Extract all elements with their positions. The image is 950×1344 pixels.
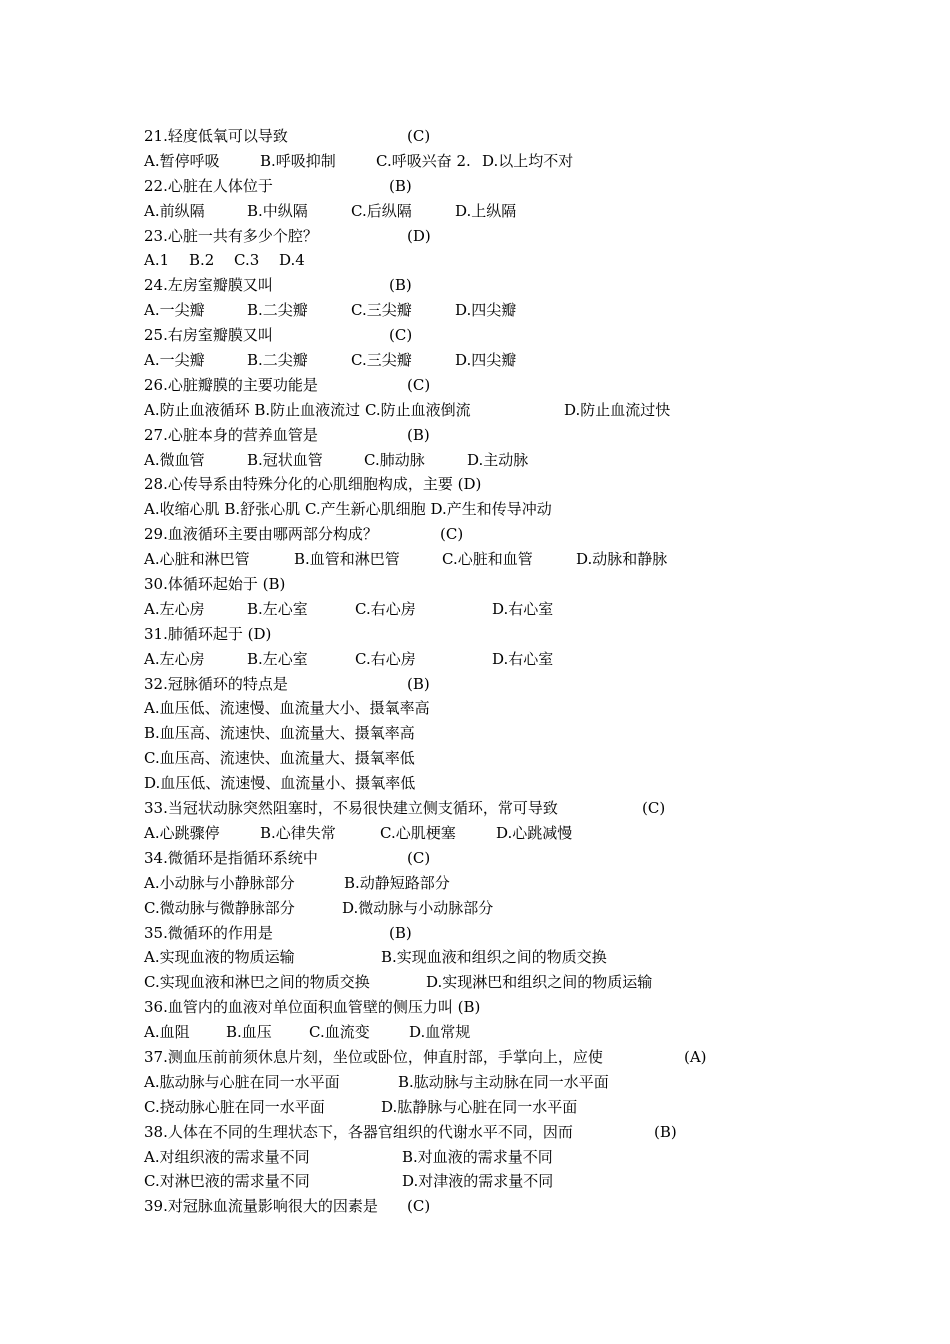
option-text: A.心脏和淋巴管: [144, 550, 250, 569]
option-text: C.后纵隔: [351, 201, 412, 220]
option-text: C.实现血液和淋巴之间的物质交换: [144, 973, 370, 992]
option-line: [144, 945, 844, 970]
option-line: [144, 647, 844, 672]
option-text: A.对组织液的需求量不同: [144, 1147, 310, 1166]
question-text: 26.心脏瓣膜的主要功能是: [144, 375, 318, 394]
option-line: [144, 721, 844, 746]
question-line: [144, 796, 844, 821]
question-text: 35.微循环的作用是: [144, 923, 273, 942]
question-text: 34.微循环是指循环系统中: [144, 848, 318, 867]
option-text: D.产生和传导冲动: [430, 500, 552, 519]
question-text: 30.体循环起始于: [144, 575, 263, 594]
option-text: C.3: [234, 251, 260, 270]
option-text: A.实现血液的物质运输: [144, 948, 295, 967]
option-line: [144, 398, 844, 423]
option-line: [144, 298, 844, 323]
question-text: 25.右房室瓣膜又叫: [144, 326, 273, 345]
question-text: 39.对冠脉血流量影响很大的因素是: [144, 1197, 378, 1216]
question-text: 21.轻度低氧可以导致: [144, 127, 288, 145]
option-text: B.实现血液和组织之间的物质交换: [381, 948, 607, 967]
question-text: 28.心传导系由特殊分化的心肌细胞构成，主要: [144, 475, 458, 494]
answer-key: (B): [389, 176, 412, 195]
option-line: [144, 1169, 844, 1194]
option-text: A.防止血液循环: [144, 400, 250, 419]
question-line: [144, 1120, 844, 1145]
option-text: A.血压低、流速慢、血流量大小、摄氧率高: [144, 699, 430, 718]
option-text: D.血常规: [409, 1023, 471, 1042]
question-line: [144, 622, 844, 647]
answer-key: (C): [407, 1197, 431, 1216]
question-line: [144, 522, 844, 547]
option-group: [144, 497, 552, 522]
option-text: A.肱动脉与心脏在同一水平面: [144, 1072, 340, 1091]
option-text: A.微血管: [144, 450, 205, 469]
answer-key: (A): [684, 1047, 707, 1066]
option-text: B.冠状血管: [247, 450, 323, 469]
option-text: D.右心室: [492, 649, 554, 668]
option-text: B.舒张心肌: [224, 500, 301, 519]
question-text: 29.血液循环主要由哪两部分构成？: [144, 525, 378, 544]
option-text: D.对津液的需求量不同: [402, 1172, 554, 1191]
option-text: C.挠动脉心脏在同一水平面: [144, 1097, 325, 1116]
question-text: 27.心脏本身的营养血管是: [144, 425, 318, 444]
question-line: [144, 1045, 844, 1070]
question-line: [144, 572, 844, 597]
question-line: [144, 921, 844, 946]
question-line: [144, 1194, 844, 1219]
option-text: A.心跳骤停: [144, 823, 220, 842]
option-text: D.血压低、流速慢、血流量小、摄氧率低: [144, 774, 416, 793]
option-line: [144, 448, 844, 473]
option-text: A.1: [144, 251, 170, 270]
option-text: B.对血液的需求量不同: [402, 1147, 553, 1166]
option-text: A.小动脉与小静脉部分: [144, 873, 295, 892]
option-text: B.血管和淋巴管: [294, 550, 400, 569]
question-line: [144, 995, 844, 1020]
option-text: C.肺动脉: [364, 450, 425, 469]
option-text: C.微动脉与微静脉部分: [144, 898, 295, 917]
option-line: [144, 1070, 844, 1095]
option-text: D.心跳减慢: [496, 823, 573, 842]
option-line: [144, 821, 844, 846]
option-text: C.右心房: [355, 649, 416, 668]
question-text: 24.左房室瓣膜又叫: [144, 276, 273, 295]
option-text: A.一尖瓣: [144, 351, 205, 370]
option-line: [144, 746, 844, 771]
option-text: B.心律失常: [260, 823, 336, 842]
question-line: [144, 846, 844, 871]
option-text: D.四尖瓣: [455, 301, 517, 320]
option-line: [144, 248, 844, 273]
option-text: D.主动脉: [467, 450, 529, 469]
option-text: D.微动脉与小动脉部分: [342, 898, 494, 917]
option-line: [144, 1095, 844, 1120]
answer-key: (B): [389, 923, 412, 942]
option-text: B.二尖瓣: [247, 301, 308, 320]
option-text: D.实现淋巴和组织之间的物质运输: [426, 973, 653, 992]
question-line: [144, 423, 844, 448]
question-line: [144, 224, 844, 249]
answer-key: (D): [407, 226, 431, 245]
option-line: [144, 597, 844, 622]
option-text: B.左心室: [247, 599, 308, 618]
question-line: [144, 174, 844, 199]
option-group: [144, 398, 471, 423]
option-text: B.二尖瓣: [247, 351, 308, 370]
answer-key: (C): [407, 375, 431, 394]
option-line: [144, 199, 844, 224]
option-text: A.左心房: [144, 599, 205, 618]
question-text: 32.冠脉循环的特点是: [144, 674, 288, 693]
question-line: [144, 472, 844, 497]
question-line: [144, 124, 844, 149]
option-text: D.以上均不对: [482, 151, 574, 170]
option-text: C.血流变: [309, 1023, 370, 1042]
question-text: 31.肺循环起于: [144, 624, 248, 643]
answer-key: (C): [407, 127, 431, 145]
answer-key: (B): [262, 575, 286, 594]
question-text: 33.当冠状动脉突然阻塞时，不易很快建立侧支循环，常可导致: [144, 799, 558, 818]
option-text: C.呼吸兴奋 2.: [376, 151, 471, 170]
answer-key: (D): [247, 624, 272, 643]
option-text: B.动静短路部分: [344, 873, 450, 892]
option-text: D.上纵隔: [455, 201, 517, 220]
option-text: B.左心室: [247, 649, 308, 668]
question-text: 23.心脏一共有多少个腔？: [144, 226, 318, 245]
option-text: C.三尖瓣: [351, 301, 412, 320]
option-text: B.肱动脉与主动脉在同一水平面: [398, 1072, 609, 1091]
option-line: [144, 970, 844, 995]
option-text: A.收缩心肌: [144, 500, 220, 519]
option-text: A.前纵隔: [144, 201, 205, 220]
question-text: 36.血管内的血液对单位面积血管壁的侧压力叫: [144, 998, 458, 1017]
option-text: B.呼吸抑制: [260, 151, 336, 170]
option-text: C.心脏和血管: [442, 550, 533, 569]
question-text: 22.心脏在人体位于: [144, 176, 273, 195]
option-text: A.一尖瓣: [144, 301, 205, 320]
option-line: [144, 1020, 844, 1045]
option-line: [144, 497, 844, 522]
answer-key: (B): [457, 998, 481, 1017]
option-line: [144, 871, 844, 896]
option-line: [144, 149, 844, 174]
option-line: [144, 547, 844, 572]
option-text: C.三尖瓣: [351, 351, 412, 370]
option-text: C.防止血液倒流: [364, 400, 471, 419]
option-text: C.血压高、流速快、血流量大、摄氧率低: [144, 749, 415, 768]
answer-key: (C): [642, 799, 666, 818]
question-line: [144, 672, 844, 697]
option-line: [144, 771, 844, 796]
option-text: C.产生新心肌细胞: [304, 500, 426, 519]
option-text: A.暂停呼吸: [144, 151, 220, 170]
option-text: A.血阻: [144, 1023, 190, 1042]
answer-key: (C): [440, 525, 464, 544]
answer-key: (D): [457, 475, 482, 494]
question-line: [144, 273, 844, 298]
question-text: 37.测血压前前须休息片刻，坐位或卧位，伸直肘部，手掌向上，应使: [144, 1047, 603, 1066]
answer-key: (B): [389, 276, 412, 295]
option-text: D.肱静脉与心脏在同一水平面: [381, 1097, 578, 1116]
option-text: C.心肌梗塞: [380, 823, 456, 842]
option-text: D.右心室: [492, 599, 554, 618]
option-text: B.血压高、流速快、血流量大、摄氧率高: [144, 724, 415, 743]
option-text: B.防止血液流过: [254, 400, 361, 419]
option-text: B.血压: [226, 1023, 272, 1042]
option-text: D.四尖瓣: [455, 351, 517, 370]
question-text: 38.人体在不同的生理状态下，各器官组织的代谢水平不同，因而: [144, 1122, 573, 1141]
option-text: D.防止血流过快: [564, 400, 671, 419]
option-text: C.对淋巴液的需求量不同: [144, 1172, 310, 1191]
answer-key: (B): [407, 425, 430, 444]
answer-key: (B): [407, 674, 430, 693]
option-text: C.右心房: [355, 599, 416, 618]
option-text: D.4: [279, 251, 305, 270]
answer-key: (C): [407, 848, 431, 867]
question-line: [144, 323, 844, 348]
answer-key: (C): [389, 326, 413, 345]
document-body: [144, 124, 844, 1219]
question-line: [144, 373, 844, 398]
option-line: [144, 896, 844, 921]
option-text: D.动脉和静脉: [576, 550, 668, 569]
option-text: B.2: [189, 251, 215, 270]
option-text: B.中纵隔: [247, 201, 308, 220]
option-text: A.左心房: [144, 649, 205, 668]
answer-key: (B): [654, 1122, 677, 1141]
option-line: [144, 1145, 844, 1170]
option-line: [144, 348, 844, 373]
option-line: [144, 696, 844, 721]
